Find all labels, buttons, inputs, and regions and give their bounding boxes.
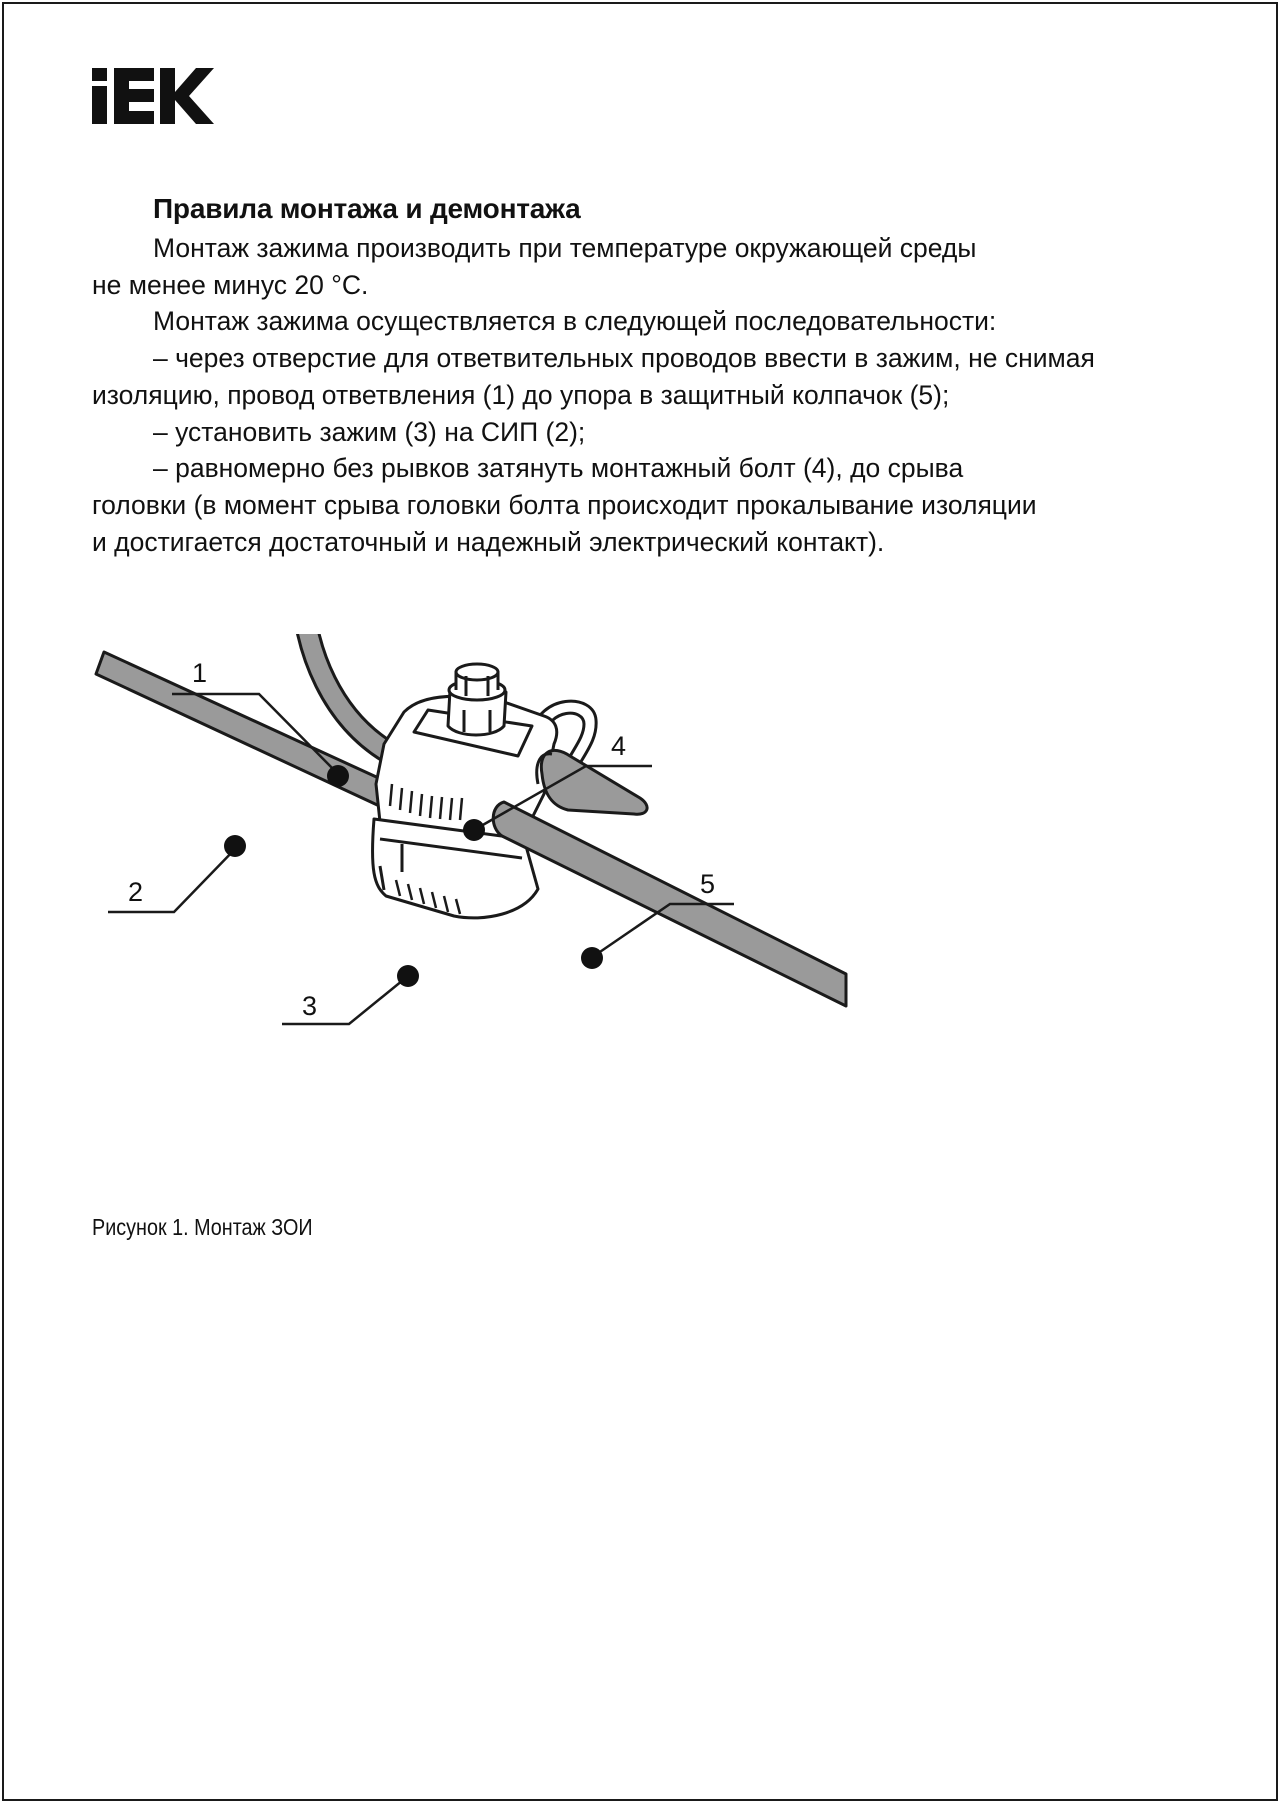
paragraph: и достигается достаточный и надежный электрический контакт). xyxy=(92,526,885,557)
branch-wire xyxy=(302,634,388,752)
paragraph: изоляцию, провод ответвления (1) до упора в защитный колпачок (5); xyxy=(92,379,950,410)
paragraph: – равномерно без рывков затянуть монтажный болт (4), до срыва xyxy=(153,453,964,484)
clamp-installation-figure xyxy=(4,634,904,1174)
document-page xyxy=(2,2,1278,1801)
iek-logo xyxy=(92,68,214,124)
marker-1 xyxy=(327,765,349,787)
paragraph: головки (в момент срыва головки болта происходит прокалывание изоляции xyxy=(92,489,1037,520)
paragraph: – установить зажим (3) на СИП (2); xyxy=(153,416,586,447)
marker-4 xyxy=(463,819,485,841)
paragraph: Монтаж зажима осуществляется в следующей последовательности: xyxy=(153,306,997,337)
marker-2 xyxy=(224,835,246,857)
callout-1: 1 xyxy=(192,658,208,688)
marker-5 xyxy=(581,947,603,969)
callout-4: 4 xyxy=(611,731,627,761)
callout-5: 5 xyxy=(700,869,716,899)
paragraph: не менее минус 20 °С. xyxy=(92,269,369,300)
paragraph: Монтаж зажима производить при температуре окружающей среды xyxy=(153,233,977,263)
instructions-text xyxy=(92,230,1242,560)
callout-2: 2 xyxy=(128,877,144,907)
section-title: Правила монтажа и демонтажа xyxy=(153,193,581,224)
paragraph: – через отверстие для ответвительных проводов ввести в зажим, не снимая xyxy=(153,343,1095,374)
marker-3 xyxy=(397,965,419,987)
callout-3: 3 xyxy=(302,991,318,1021)
figure-caption: Рисунок 1. Монтаж ЗОИ xyxy=(92,1214,313,1240)
